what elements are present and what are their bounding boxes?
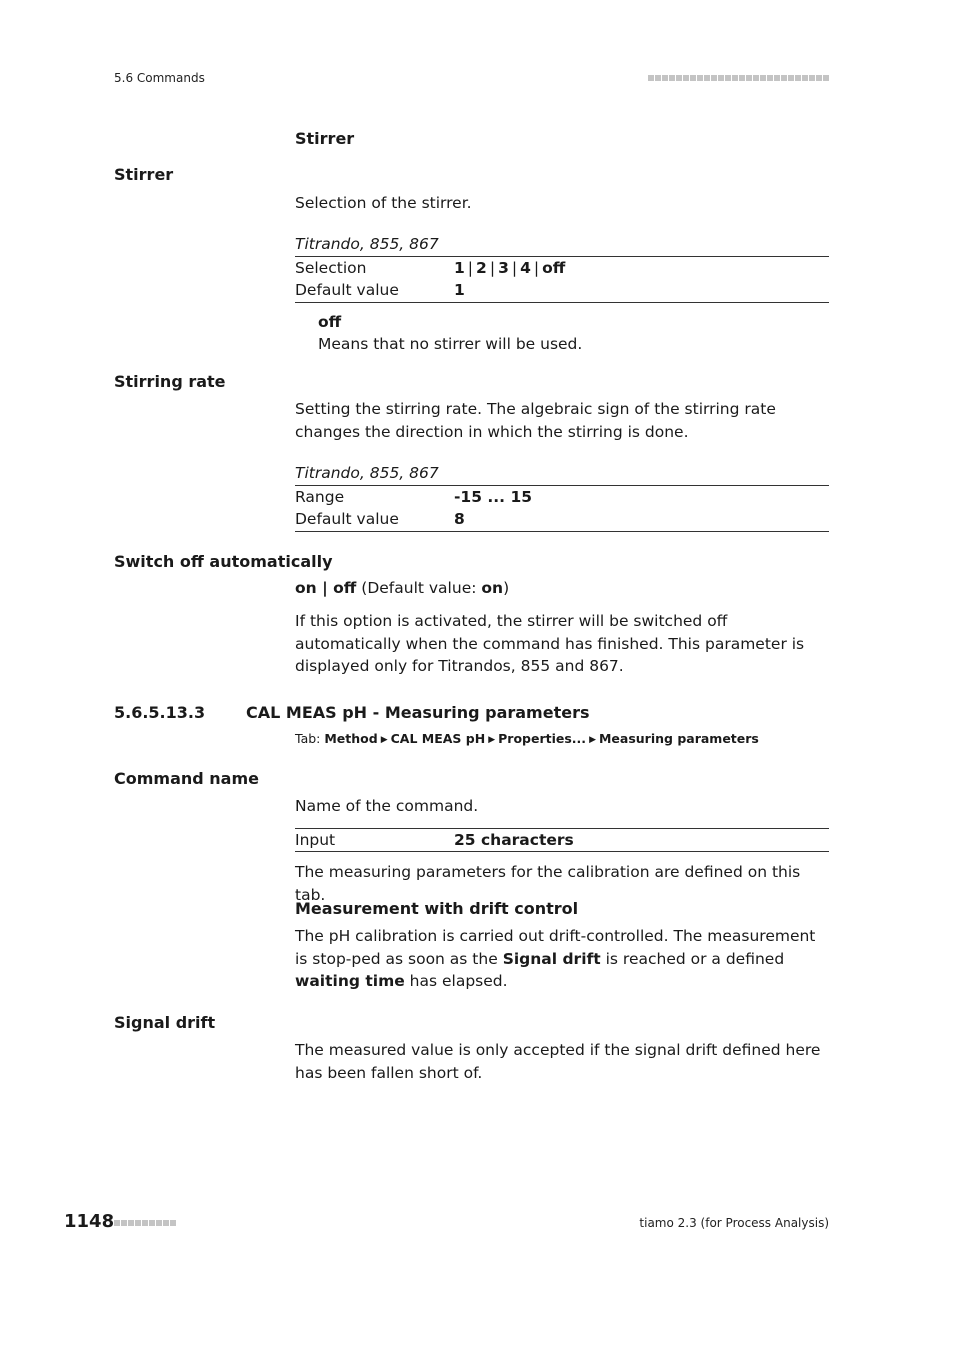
separator: | bbox=[511, 259, 518, 277]
stirrer-selection-row bbox=[295, 257, 565, 279]
square-decoration bbox=[683, 75, 689, 81]
table-rule bbox=[295, 302, 829, 303]
square-decoration bbox=[163, 1220, 169, 1226]
drift-text-2: is reached or a defined bbox=[600, 949, 785, 968]
square-decoration bbox=[760, 75, 766, 81]
input-key: Input bbox=[295, 831, 336, 849]
square-decoration bbox=[142, 1220, 148, 1226]
footer-product: tiamo 2.3 (for Process Analysis) bbox=[639, 1216, 829, 1230]
stirrer-devices: Titrando, 855, 867 bbox=[295, 235, 439, 253]
selection-key: Selection bbox=[295, 259, 367, 277]
drift-bold-1: Signal drift bbox=[502, 949, 601, 968]
separator: | bbox=[467, 259, 474, 277]
default-value: 1 bbox=[454, 281, 465, 299]
square-decoration bbox=[774, 75, 780, 81]
square-decoration bbox=[655, 75, 661, 81]
selection-option: off bbox=[542, 259, 566, 277]
square-decoration bbox=[802, 75, 808, 81]
stirring-rate-range-row bbox=[295, 486, 532, 508]
command-name-label: Command name bbox=[114, 769, 259, 788]
square-decoration bbox=[704, 75, 710, 81]
default-suffix: ) bbox=[503, 579, 510, 597]
square-decoration bbox=[739, 75, 745, 81]
section-title: CAL MEAS pH - Measuring parameters bbox=[246, 703, 590, 722]
selection-values bbox=[454, 259, 565, 277]
selection-option: 4 bbox=[520, 259, 531, 277]
stirrer-default-row bbox=[295, 279, 465, 301]
square-decoration bbox=[697, 75, 703, 81]
square-decoration bbox=[690, 75, 696, 81]
stirring-rate-default-row bbox=[295, 508, 465, 530]
stirring-rate-devices: Titrando, 855, 867 bbox=[295, 464, 439, 482]
selection-option: 2 bbox=[476, 259, 487, 277]
square-decoration bbox=[795, 75, 801, 81]
footer-decoration bbox=[114, 1220, 176, 1226]
square-decoration bbox=[648, 75, 654, 81]
triangle-right-icon: ▶ bbox=[380, 735, 388, 745]
drift-text-1: The pH calibration is carried out drift-controlled. The measurement is stop-ped as soon as the bbox=[295, 927, 816, 968]
square-decoration bbox=[676, 75, 682, 81]
switch-off-default: on bbox=[481, 579, 504, 597]
default-key: Default value bbox=[295, 281, 399, 299]
stirrer-subheading: Stirrer bbox=[295, 129, 355, 148]
tab-path-1: Method bbox=[324, 731, 378, 746]
square-decoration bbox=[732, 75, 738, 81]
square-decoration bbox=[753, 75, 759, 81]
square-decoration bbox=[816, 75, 822, 81]
tab-prefix: Tab: bbox=[295, 731, 321, 746]
drift-subheading: Measurement with drift control bbox=[295, 899, 579, 918]
tab-path bbox=[295, 731, 759, 746]
square-decoration bbox=[662, 75, 668, 81]
square-decoration bbox=[788, 75, 794, 81]
square-decoration bbox=[669, 75, 675, 81]
stirring-rate-label: Stirring rate bbox=[114, 372, 226, 391]
drift-bold-2: waiting time bbox=[295, 972, 405, 990]
default-prefix: (Default value: bbox=[361, 579, 482, 597]
default-value: 8 bbox=[454, 510, 465, 528]
square-decoration bbox=[170, 1220, 176, 1226]
square-decoration bbox=[767, 75, 773, 81]
command-name-input-row bbox=[295, 829, 574, 851]
separator: | bbox=[489, 259, 496, 277]
tab-path-4: Measuring parameters bbox=[598, 731, 759, 746]
square-decoration bbox=[156, 1220, 162, 1226]
range-value: -15 ... 15 bbox=[454, 488, 533, 506]
square-decoration bbox=[711, 75, 717, 81]
square-decoration bbox=[718, 75, 724, 81]
switch-off-options: on | off bbox=[295, 579, 357, 597]
tab-path-2: CAL MEAS pH bbox=[390, 731, 486, 746]
command-name-description: Name of the command. bbox=[295, 797, 479, 815]
square-decoration bbox=[725, 75, 731, 81]
selection-option: 3 bbox=[498, 259, 509, 277]
off-term: off bbox=[318, 313, 342, 331]
triangle-right-icon: ▶ bbox=[488, 735, 496, 745]
drift-text-3: has elapsed. bbox=[404, 972, 508, 990]
stirrer-label: Stirrer bbox=[114, 165, 174, 184]
command-name-note: The measuring parameters for the calibration are defined on this tab. bbox=[295, 863, 801, 904]
section-number: 5.6.5.13.3 bbox=[114, 703, 206, 722]
running-header-section: 5.6 Commands bbox=[114, 71, 205, 85]
signal-drift-label: Signal drift bbox=[114, 1013, 216, 1032]
square-decoration bbox=[746, 75, 752, 81]
triangle-right-icon: ▶ bbox=[589, 735, 596, 745]
square-decoration bbox=[114, 1220, 120, 1226]
square-decoration bbox=[823, 75, 829, 81]
default-key: Default value bbox=[295, 510, 399, 528]
table-rule bbox=[295, 851, 829, 852]
header-decoration bbox=[648, 75, 829, 81]
tab-path-3: Properties... bbox=[498, 731, 587, 746]
switch-off-description: If this option is activated, the stirrer will be switched off automatically when the command has finished. This parameter is displayed only for Titrandos, 855 and 867. bbox=[295, 612, 805, 675]
square-decoration bbox=[781, 75, 787, 81]
off-description: Means that no stirrer will be used. bbox=[318, 335, 583, 353]
stirring-rate-description: Setting the stirring rate. The algebraic sign of the stirring rate changes the direction in which the stirring is done. bbox=[295, 400, 776, 441]
square-decoration bbox=[809, 75, 815, 81]
input-value: 25 characters bbox=[454, 831, 574, 849]
drift-paragraph bbox=[295, 925, 829, 993]
square-decoration bbox=[121, 1220, 127, 1226]
page-number: 1148 bbox=[64, 1211, 115, 1232]
stirrer-description: Selection of the stirrer. bbox=[295, 194, 472, 212]
range-key: Range bbox=[295, 488, 345, 506]
signal-drift-description: The measured value is only accepted if the signal drift defined here has been fallen short of. bbox=[295, 1041, 821, 1082]
separator: | bbox=[533, 259, 540, 277]
table-rule bbox=[295, 531, 829, 532]
switch-off-options-line bbox=[295, 579, 509, 597]
selection-option: 1 bbox=[454, 259, 465, 277]
square-decoration bbox=[128, 1220, 134, 1226]
square-decoration bbox=[149, 1220, 155, 1226]
switch-off-label: Switch off automatically bbox=[114, 552, 333, 571]
square-decoration bbox=[135, 1220, 141, 1226]
